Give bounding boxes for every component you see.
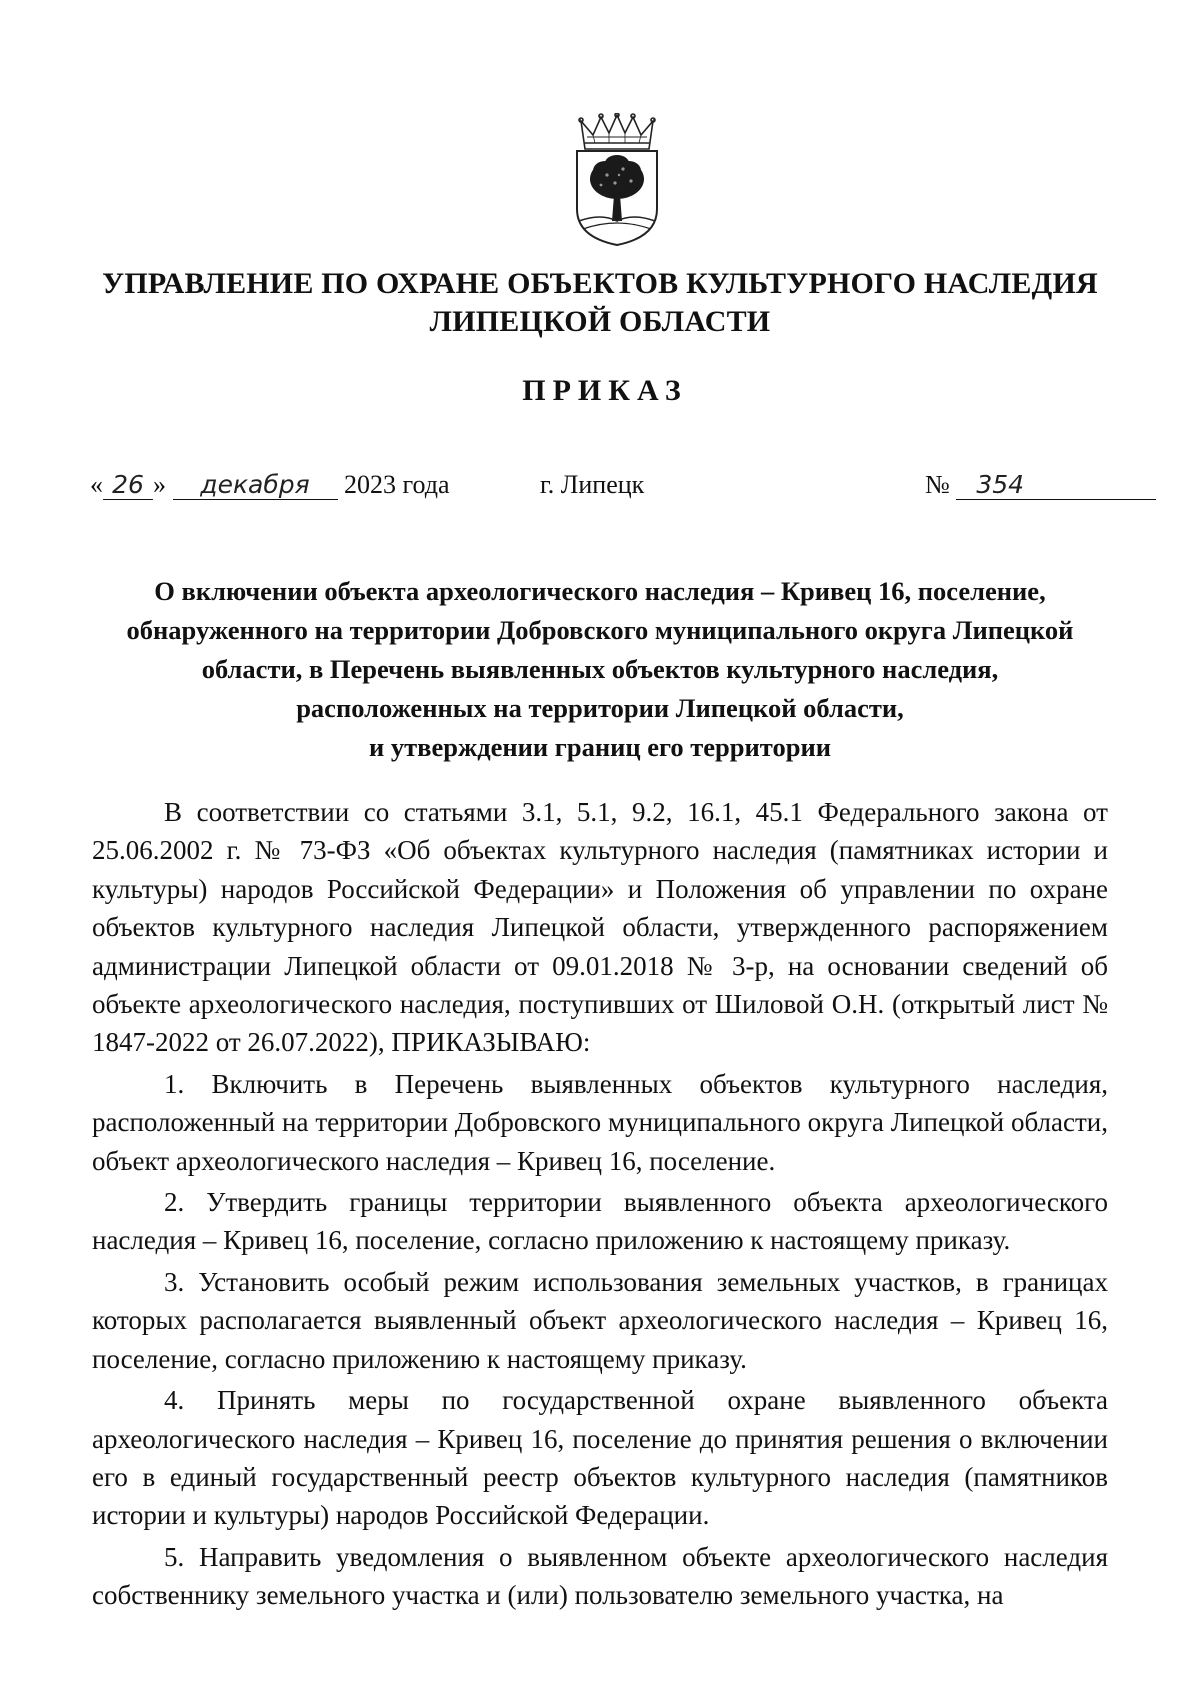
organization-title-line2: ЛИПЕЦКОЙ ОБЛАСТИ <box>429 305 771 338</box>
document-type: ПРИКАЗ <box>522 374 688 407</box>
document-date <box>90 470 450 500</box>
subject-line2: обнаруженного на территории Добровского муниципального округа Липецкой <box>126 615 1074 645</box>
subject-line3: области, в Перечень выявленных объектов культурного наследия, <box>201 654 999 684</box>
document-body <box>92 793 1108 1615</box>
order-item-1: 1. Включить в Перечень выявленных объектов культурного наследия, расположенный на территории Добровского муниципального округа Липецкой области, объект археологического наследия – Кривец 16, поселение. <box>92 1068 1108 1176</box>
date-day: 26 <box>103 470 153 500</box>
order-item-2: 2. Утвердить границы территории выявленного объекта археологического наследия – Кривец 16, поселение, согласно приложению к настоящему приказу. <box>92 1187 1108 1256</box>
date-year: 2023 года <box>344 470 450 499</box>
document-meta <box>0 470 1200 520</box>
order-item-4: 4. Принять меры по государственной охране выявленного объекта археологического наследия – Кривец 16, поселение до принятия решения о включении его в единый государственный реестр объектов культурного наследия (памятников истории и культуры) народов Российской Федерации. <box>92 1385 1108 1531</box>
organization-title <box>90 265 1110 341</box>
preamble-paragraph: В соответствии со статьями 3.1, 5.1, 9.2, 16.1, 45.1 Федерального закона от 25.06.2002 г. № 73-ФЗ «Об объектах культурного наследия (памятниках истории и культуры) народов Российской Федерации» и Положения об управлении по охране объектов культурного наследия Липецкой области, утвержденного распоряжением администрации Липецкой области от 09.01.2018 № 3-р, на основании сведений об объекте археологического наследия, поступивших от Шиловой О.Н. (открытый лист № 1847-2022 от 26.07.2022), ПРИКАЗЫВАЮ: <box>92 797 1108 1058</box>
subject-line1: О включении объекта археологического наследия – Кривец 16, поселение, <box>154 576 1046 606</box>
order-item-3: 3. Установить особый режим использования земельных участков, в границах которых располагается выявленный объект археологического наследия – Кривец 16, поселение, согласно приложению к настоящему приказу. <box>92 1266 1108 1374</box>
subject-line5: и утверждении границ его территории <box>369 732 831 762</box>
coat-of-arms-icon <box>571 113 663 247</box>
document-city: г. Липецк <box>540 470 645 499</box>
quote-close: » <box>153 470 166 499</box>
order-item-5: 5. Направить уведомления о выявленном объекте археологического наследия собственнику земельного участка и (или) пользователю земельного участка, на <box>92 1541 1108 1611</box>
date-month: декабря <box>173 470 338 500</box>
document-number <box>925 470 1156 500</box>
document-subject <box>90 572 1110 767</box>
number-label: № <box>925 470 950 499</box>
number-value: 354 <box>956 470 1156 500</box>
subject-line4: расположенных на территории Липецкой области, <box>296 693 904 723</box>
organization-title-line1: УПРАВЛЕНИЕ ПО ОХРАНЕ ОБЪЕКТОВ КУЛЬТУРНОГО НАСЛЕДИЯ <box>102 267 1098 300</box>
quote-open: « <box>90 470 103 499</box>
